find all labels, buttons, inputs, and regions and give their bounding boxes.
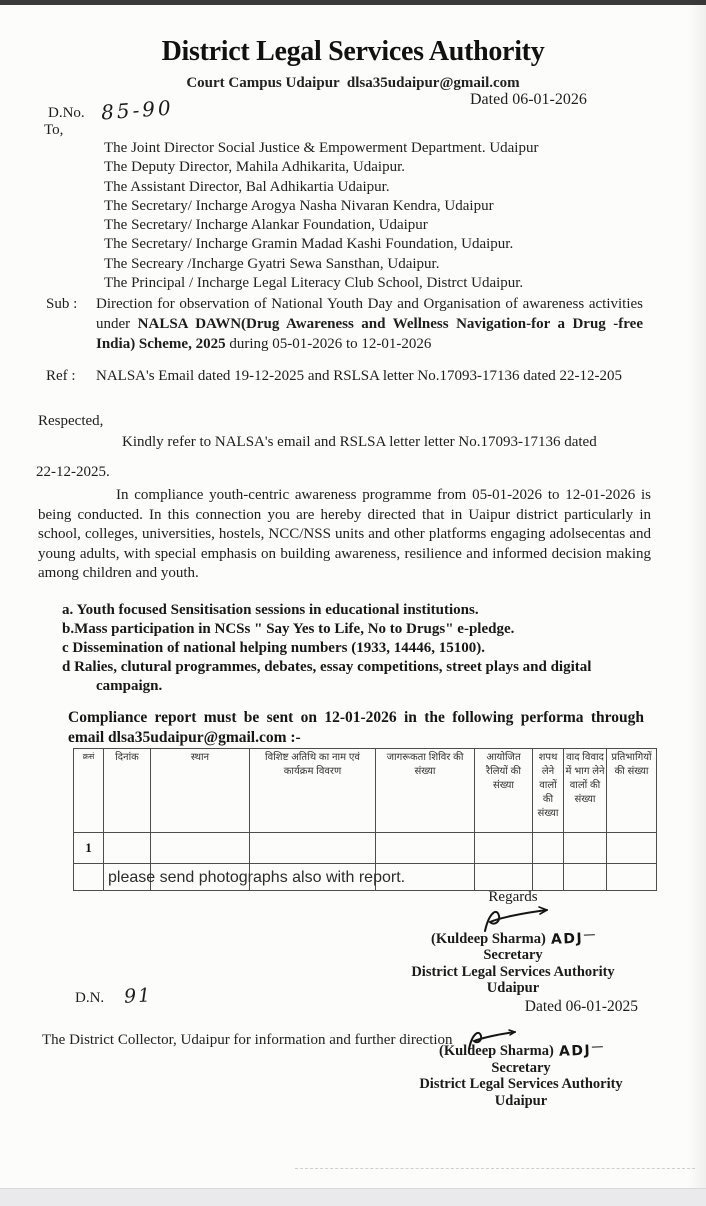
signatory-place: Udaipur xyxy=(494,1092,548,1109)
to-label: To, xyxy=(44,122,64,138)
table-cell xyxy=(475,833,533,864)
reference-label: Ref : xyxy=(46,368,76,384)
activity-list xyxy=(62,601,650,696)
signatory-name xyxy=(392,1043,650,1060)
body-paragraph-1-date: 22-12-2025. xyxy=(36,464,110,480)
col-header-place: स्थान xyxy=(151,749,250,833)
col-header-rallies: आयोजित रैलियों की संख्या xyxy=(475,749,533,833)
table-cell xyxy=(376,833,475,864)
dispatch-number-2-label: D.N. xyxy=(75,990,105,1006)
table-header-row xyxy=(74,749,657,833)
recipient-list xyxy=(104,139,538,293)
recipient-line: The Secretary/ Incharge Alankar Foundation, Udaipur xyxy=(104,217,428,234)
scan-top-edge xyxy=(0,0,706,5)
scan-bottom-edge xyxy=(0,1188,706,1206)
activity-item: d Ralies, clutural programmes, debates, essay competitions, street plays and digital campaign. xyxy=(62,659,592,694)
signatory-name-text: (Kuldeep Sharma) xyxy=(439,1043,554,1059)
signatory-title-handwritten: ADJ xyxy=(551,930,596,948)
compliance-note: Compliance report must be sent on 12-01-2026 in the following performa through email dlsa35udaipur@gmail.com :- xyxy=(68,709,644,746)
subject-text-pre: Direction for observation of National Youth Day and Organisation of awareness activities under xyxy=(96,296,643,332)
table-cell xyxy=(533,864,564,891)
reference-block xyxy=(46,366,643,386)
subject-label: Sub : xyxy=(46,296,78,312)
body-paragraph-1: Kindly refer to NALSA's email and RSLSA letter letter No.17093-17136 dated xyxy=(122,434,597,450)
col-header-pledges: शपथ लेने वालों की संख्या xyxy=(533,749,564,833)
col-header-camps: जागरूकता शिविर की संख्या xyxy=(376,749,475,833)
table-cell xyxy=(104,833,151,864)
subject-text xyxy=(96,294,643,354)
dispatch-number xyxy=(48,95,175,125)
col-header-debates: वाद विवाद में भाग लेने वालों की संख्या xyxy=(564,749,607,833)
photographs-note: please send photographs also with report. xyxy=(108,869,406,886)
table-row xyxy=(74,833,657,864)
col-header-participants: प्रतिभागियों की संख्या xyxy=(607,749,657,833)
table-cell xyxy=(151,833,250,864)
table-cell xyxy=(607,864,657,891)
recipient-line: The Deputy Director, Mahila Adhikarita, Udaipur. xyxy=(104,159,405,176)
recipient-line: The Principal / Incharge Legal Literacy Club School, Distrct Udaipur. xyxy=(104,275,524,292)
subject-block xyxy=(46,294,643,354)
dispatch-number-handwritten: 85-90 xyxy=(99,95,175,125)
activity-item: b.Mass participation in NCSs " Say Yes to Life, No to Drugs" e-pledge. xyxy=(62,621,515,637)
table-cell xyxy=(475,864,533,891)
letter-date: Dated 06-01-2026 xyxy=(470,91,587,108)
signatory-place: Udaipur xyxy=(486,980,540,996)
recipient-line: The Secretary/ Incharge Gramin Madad Kashi Foundation, Udaipur. xyxy=(104,236,514,253)
scan-edge-shade xyxy=(688,0,706,1206)
table-cell xyxy=(74,864,104,891)
recipient-line: The Joint Director Social Justice & Empowerment Department. Udaipur xyxy=(104,140,539,156)
salutation: Respected, xyxy=(38,413,104,429)
signature-block-1 xyxy=(384,889,642,1015)
page-title: District Legal Services Authority xyxy=(161,36,545,67)
table-cell xyxy=(564,833,607,864)
scan-artifact-line xyxy=(295,1168,695,1169)
table-cell xyxy=(533,833,564,864)
signature-date: Dated 06-01-2025 xyxy=(524,997,638,1015)
signatory-org: District Legal Services Authority xyxy=(419,1076,623,1092)
table-cell xyxy=(564,864,607,891)
subject-text-bold: NALSA DAWN(Drug Awareness and Wellness Navigation-for a Drug -free India) Scheme, 2025 xyxy=(96,316,643,352)
signatory-name xyxy=(384,931,642,948)
reference-text: NALSA's Email dated 19-12-2025 and RSLSA letter No.17093-17136 dated 22-12-205 xyxy=(96,368,622,384)
activity-item: a. Youth focused Sensitisation sessions in educational institutions. xyxy=(62,602,479,618)
col-header-date: दिनांक xyxy=(104,749,151,833)
dispatch-number-2 xyxy=(75,985,152,1007)
recipient-line: The Secretary/ Incharge Arogya Nasha Nivaran Kendra, Udaipur xyxy=(104,197,494,214)
col-header-serial: क्रसं xyxy=(74,749,104,833)
body-paragraph-2: In compliance youth-centric awareness programme from 05-01-2026 to 12-01-2026 is being conducted. In this connection you are hereby directed that in Uaipur district particularly in school, colleges, universities, hostels, NCC/NSS units and other platforms engaging adolsecentas and young adults, with special emphasis on building awareness, resilience and informed decision making among children and youth. xyxy=(38,487,651,581)
table-cell: 1 xyxy=(74,833,104,864)
cc-line-text: The District Collector, Udaipur for information and further direction xyxy=(42,1032,453,1048)
signatory-org: District Legal Services Authority xyxy=(411,963,615,980)
recipient-line: The Assistant Director, Bal Adhikartia Udaipur. xyxy=(104,178,390,195)
recipient-line: The Secreary /Incharge Gyatri Sewa Sansthan, Udaipur. xyxy=(104,255,440,272)
signatory-title-handwritten: ADJ xyxy=(559,1042,604,1060)
dispatch-number-2-handwritten: 91 xyxy=(123,984,153,1008)
dispatch-number-label: D.No. xyxy=(48,105,85,121)
signatory-designation: Secretary xyxy=(491,1059,551,1076)
table-cell xyxy=(607,833,657,864)
activity-item: c Dissemination of national helping numbers (1933, 14446, 15100). xyxy=(62,640,485,656)
letterhead-address: Court Campus Udaipur dlsa35udaipur@gmail.com xyxy=(186,75,520,91)
regards-label: Regards xyxy=(488,889,538,905)
signatory-designation: Secretary xyxy=(483,947,543,963)
col-header-guest: विशिष्ट अतिथि का नाम एवं कार्यक्रम विवरण xyxy=(250,749,376,833)
subject-text-post: during 05-01-2026 to 12-01-2026 xyxy=(225,336,432,352)
signatory-name-text: (Kuldeep Sharma) xyxy=(431,930,546,947)
signature-block-2 xyxy=(392,1043,650,1109)
table-cell xyxy=(250,833,376,864)
